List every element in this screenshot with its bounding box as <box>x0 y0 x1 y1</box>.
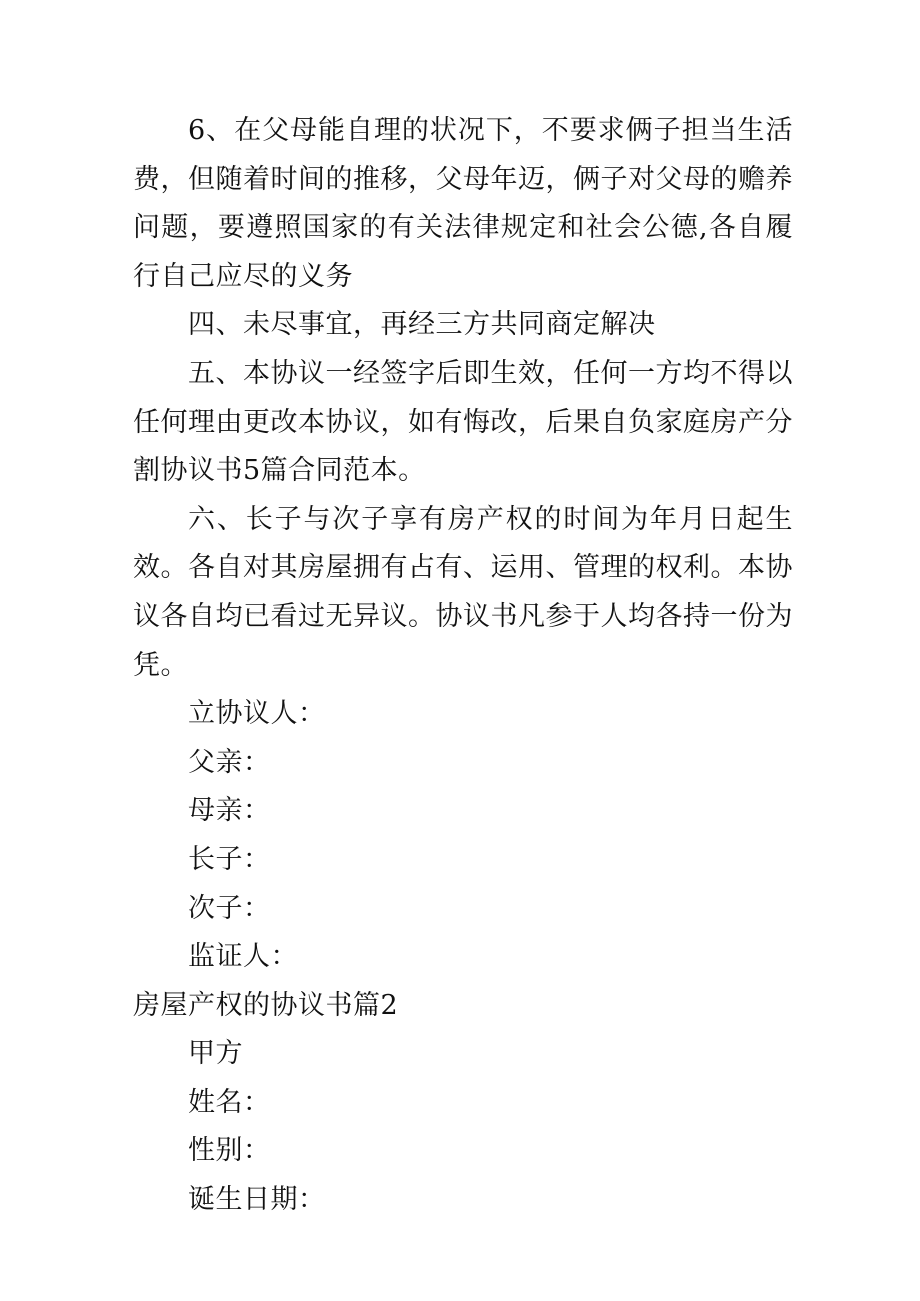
signatory-heading: 立协议人： <box>188 698 326 730</box>
field-name: 姓名： <box>188 1086 271 1118</box>
party-a-heading: 甲方 <box>188 1038 243 1070</box>
document-body <box>133 107 793 1225</box>
paragraph-effectiveness: 五、本协议一经签字后即生效，任何一方均不得以任何理由更改本协议，如有悔改，后果自负家庭房产分割协议书5篇合同范本。 <box>133 357 793 487</box>
section-title: 房屋产权的协议书篇2 <box>133 989 399 1021</box>
field-gender: 性别： <box>188 1135 271 1167</box>
signatory-witness: 监证人： <box>188 941 298 973</box>
signatory-second-son: 次子： <box>188 892 271 924</box>
signatory-father: 父亲： <box>188 746 271 778</box>
paragraph-unresolved-matters: 四、未尽事宜，再经三方共同商定解决 <box>188 309 656 341</box>
paragraph-property-rights: 六、长子与次子享有房产权的时间为年月日起生效。各自对其房屋拥有占有、运用、管理的权利。本协议各自均已看过无异议。协议书凡参于人均各持一份为凭。 <box>133 503 793 681</box>
signatory-mother: 母亲： <box>188 795 271 827</box>
signatory-eldest-son: 长子： <box>188 843 271 875</box>
field-birth-date: 诞生日期： <box>188 1184 326 1216</box>
paragraph-maintenance-clause: 6、在父母能自理的状况下，不要求俩子担当生活费，但随着时间的推移，父母年迈，俩子对父母的赡养问题，要遵照国家的有关法律规定和社会公德,各自履行自己应尽的义务 <box>133 115 793 292</box>
